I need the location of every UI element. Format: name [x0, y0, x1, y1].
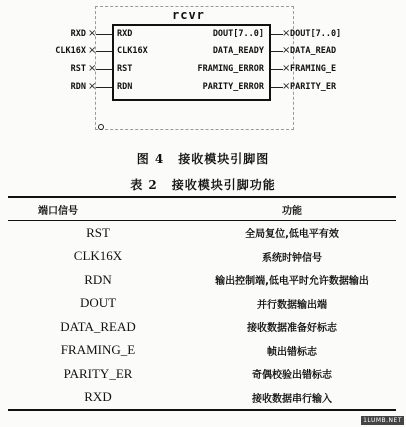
- pin-ext-label: RST: [70, 64, 86, 74]
- pin-x-mark: ×: [88, 81, 97, 92]
- signal-cell: PARITY_ER: [63, 365, 133, 381]
- table-row: [8, 245, 396, 269]
- table-row: [8, 362, 396, 386]
- pin-line: [96, 51, 112, 52]
- header-port-signal: 端口信号: [8, 197, 188, 221]
- table-row: [8, 339, 396, 363]
- function-cell: 帧出错标志: [267, 346, 317, 358]
- pin-inner-label: RXD: [117, 29, 133, 39]
- function-cell: 奇偶校验出错标志: [252, 370, 332, 382]
- function-cell: 接收数据串行输入: [252, 393, 332, 405]
- pin-ext-label: CLK16X: [55, 46, 86, 56]
- pin-inner-label: CLK16X: [117, 46, 148, 56]
- signal-cell: RDN: [84, 271, 112, 287]
- figure-caption: [0, 150, 406, 167]
- pin-x-mark: ×: [88, 63, 97, 74]
- corner-dot-icon: [98, 124, 104, 130]
- pin-inner-label: PARITY_ERROR: [202, 82, 264, 92]
- table-row: [8, 268, 396, 292]
- table-caption: [0, 176, 406, 193]
- table-row: [8, 386, 396, 411]
- function-cell: 接收数据准备好标志: [247, 323, 337, 335]
- figure-number: 图 4: [136, 152, 165, 166]
- pin-x-mark: ×: [282, 45, 291, 56]
- pin-ext-label: FRAMING_E: [290, 64, 337, 74]
- block-title: rcvr: [172, 8, 205, 22]
- pin-ext-label: DOUT[7..0]: [290, 29, 342, 39]
- pin-line: [96, 87, 112, 88]
- header-function: 功能: [188, 197, 396, 221]
- table-header-row: [8, 197, 396, 221]
- signal-cell: RST: [86, 224, 110, 240]
- pin-ext-label: DATA_READ: [290, 46, 337, 56]
- block-symbol-diagram: [0, 0, 406, 142]
- pin-inner-label: FRAMING_ERROR: [197, 64, 264, 74]
- function-cell: 并行数据输出端: [257, 299, 327, 311]
- pin-x-mark: ×: [282, 63, 291, 74]
- pin-x-mark: ×: [282, 81, 291, 92]
- signal-cell: DOUT: [79, 295, 117, 311]
- pin-line: [96, 69, 112, 70]
- table-row: [8, 315, 396, 339]
- signal-cell: RXD: [84, 389, 112, 405]
- pin-inner-label: RST: [117, 64, 133, 74]
- pin-inner-label: RDN: [117, 82, 133, 92]
- pin-x-mark: ×: [282, 28, 291, 39]
- pin-inner-label: DOUT[7..0]: [212, 29, 264, 39]
- figure-caption-text: 接收模块引脚图: [178, 152, 270, 166]
- pin-x-mark: ×: [88, 28, 97, 39]
- pin-x-mark: ×: [88, 45, 97, 56]
- table-row: [8, 221, 396, 245]
- table-number: 表 2: [130, 178, 158, 192]
- signal-cell: FRAMING_E: [60, 342, 136, 358]
- function-cell: 全局复位,低电平有效: [245, 229, 339, 241]
- pin-ext-label: RXD: [70, 29, 86, 39]
- pin-inner-label: DATA_READY: [212, 46, 264, 56]
- pin-function-table: [8, 196, 396, 411]
- table-caption-text: 接收模块引脚功能: [171, 178, 276, 192]
- table-row: [8, 292, 396, 316]
- function-cell: 系统时钟信号: [262, 252, 322, 264]
- pin-ext-label: PARITY_ER: [290, 82, 337, 92]
- signal-cell: DATA_READ: [60, 318, 136, 334]
- pin-ext-label: RDN: [70, 82, 86, 92]
- watermark: 1LUMB.NET: [363, 417, 402, 424]
- pin-line: [96, 34, 112, 35]
- function-cell: 输出控制端,低电平时允许数据输出: [215, 276, 369, 288]
- signal-cell: CLK16X: [73, 248, 123, 264]
